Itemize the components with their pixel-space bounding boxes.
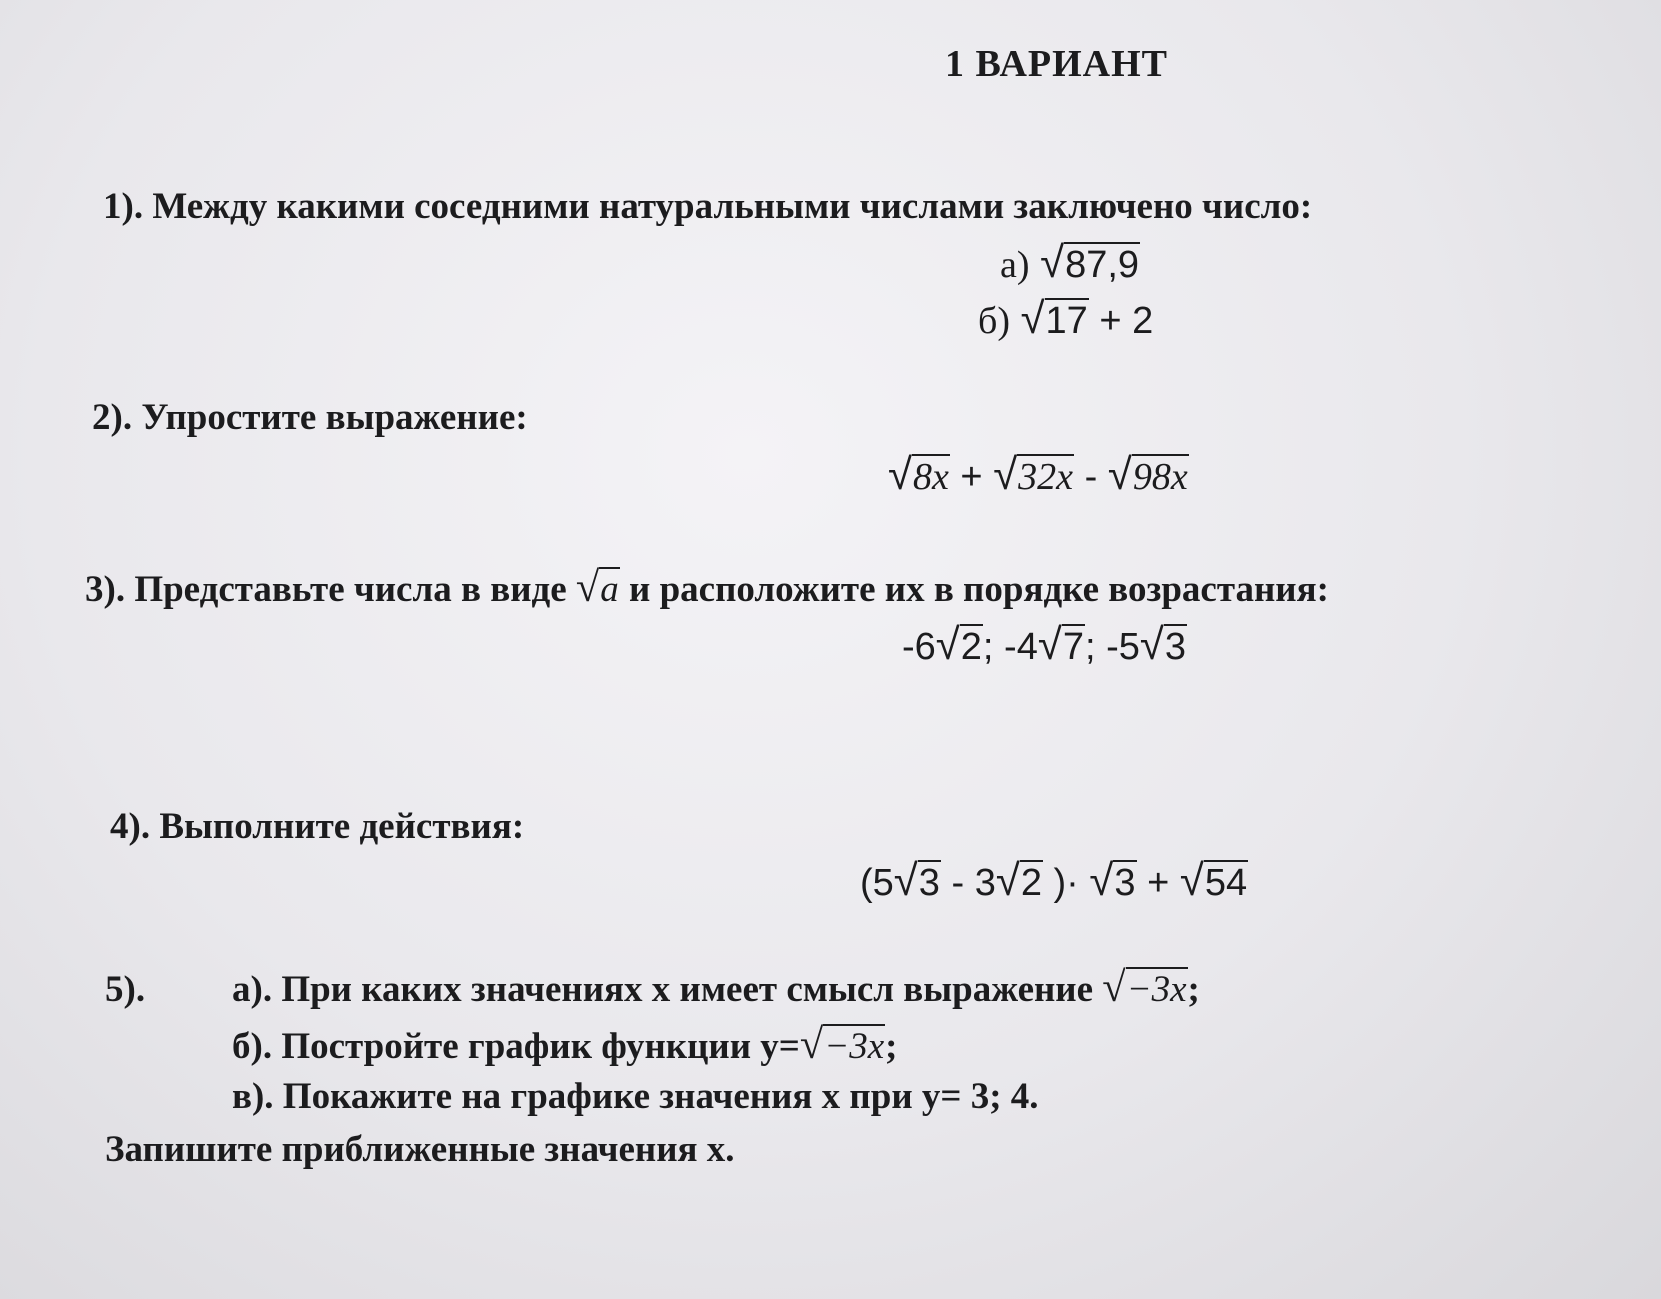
q4-plus: +	[1147, 862, 1170, 904]
q4-mid: - 3	[951, 862, 996, 904]
q1-b-tail: + 2	[1099, 300, 1154, 342]
q2-radicand-1: 8x	[912, 456, 949, 498]
q3-text-after: и расположите их в порядке возрастания:	[629, 569, 1329, 610]
q3-coef-1: -6	[902, 626, 936, 668]
q1-a-label: а)	[1000, 244, 1030, 286]
q4-open: (5	[860, 862, 894, 904]
sqrt-54: √54	[1179, 856, 1248, 905]
q4-radicand-2: 2	[1020, 862, 1042, 904]
question-1-text: 1). Между какими соседними натуральными числами заключено число:	[103, 186, 1313, 227]
q1-b-radicand: 17	[1045, 300, 1088, 342]
q3-radicand-1: 2	[960, 626, 982, 668]
q3-text-before: 3). Представьте числа в виде	[85, 569, 567, 610]
q1-a-radicand: 87,9	[1065, 244, 1140, 286]
question-1-a	[1000, 238, 1140, 288]
sqrt-98x: √98x	[1107, 450, 1188, 499]
sqrt-3-a: √3	[893, 856, 940, 905]
question-1-b	[978, 294, 1153, 344]
sqrt-3: √3	[1139, 620, 1187, 669]
question-5-number: 5).	[105, 969, 146, 1010]
question-4-text: 4). Выполните действия:	[110, 806, 525, 847]
q2-op-1: +	[960, 456, 983, 498]
q4-radicand-3: 3	[1114, 862, 1136, 904]
q2-radicand-3: 98x	[1132, 456, 1188, 498]
question-2-text: 2). Упростите выражение:	[92, 397, 528, 438]
sqrt-minus-3x-a: √−3x	[1102, 964, 1187, 1011]
sqrt-a: √a	[575, 564, 619, 611]
sqrt-2: √2	[935, 620, 982, 669]
question-2-expression	[888, 450, 1189, 500]
q5-a-radicand: −3x	[1126, 969, 1187, 1010]
q5-b-radicand: −3x	[824, 1026, 885, 1067]
q3-sep-1: ;	[982, 626, 994, 668]
q3-coef-2: -4	[1004, 626, 1038, 668]
q3-coef-3: -5	[1106, 626, 1140, 668]
q1-b-label: б)	[978, 300, 1010, 342]
question-5-b	[232, 1020, 897, 1069]
sqrt-3-b: √3	[1089, 856, 1136, 905]
q3-radicand-3: 3	[1164, 626, 1187, 668]
q5-a-end: ;	[1187, 969, 1200, 1010]
q4-radicand-1: 3	[918, 862, 940, 904]
question-5-note: Запишите приближенные значения х.	[105, 1129, 735, 1170]
variant-title: 1 ВАРИАНТ	[945, 43, 1169, 85]
question-4-expression	[860, 856, 1248, 906]
q4-radicand-4: 54	[1204, 862, 1248, 904]
sqrt-32x: √32x	[993, 450, 1074, 499]
q2-radicand-2: 32x	[1018, 456, 1074, 498]
sqrt-87-9: √87,9	[1040, 238, 1140, 287]
question-3-numbers	[902, 620, 1187, 670]
sqrt-7: √7	[1037, 620, 1084, 669]
question-5-c: в). Покажите на графике значения х при y= 3; 4.	[232, 1076, 1039, 1117]
q2-op-2: -	[1084, 456, 1098, 498]
q3-sep-2: ;	[1084, 626, 1096, 668]
sqrt-17: √17	[1020, 294, 1088, 343]
q5-b-end: ;	[885, 1026, 898, 1067]
sqrt-2: √2	[995, 856, 1042, 905]
q5-b-text: б). Постройте график функции y=	[232, 1026, 800, 1067]
question-5-a	[232, 963, 1200, 1012]
q5-a-text: а). При каких значениях х имеет смысл выражение	[232, 969, 1094, 1010]
q4-close: )·	[1053, 862, 1079, 904]
sqrt-8x: √8x	[888, 450, 949, 499]
question-3-text	[85, 563, 1329, 612]
q3-radicand-2: 7	[1062, 626, 1084, 668]
sqrt-minus-3x-b: √−3x	[799, 1021, 885, 1068]
q3-radicand: a	[600, 569, 619, 610]
